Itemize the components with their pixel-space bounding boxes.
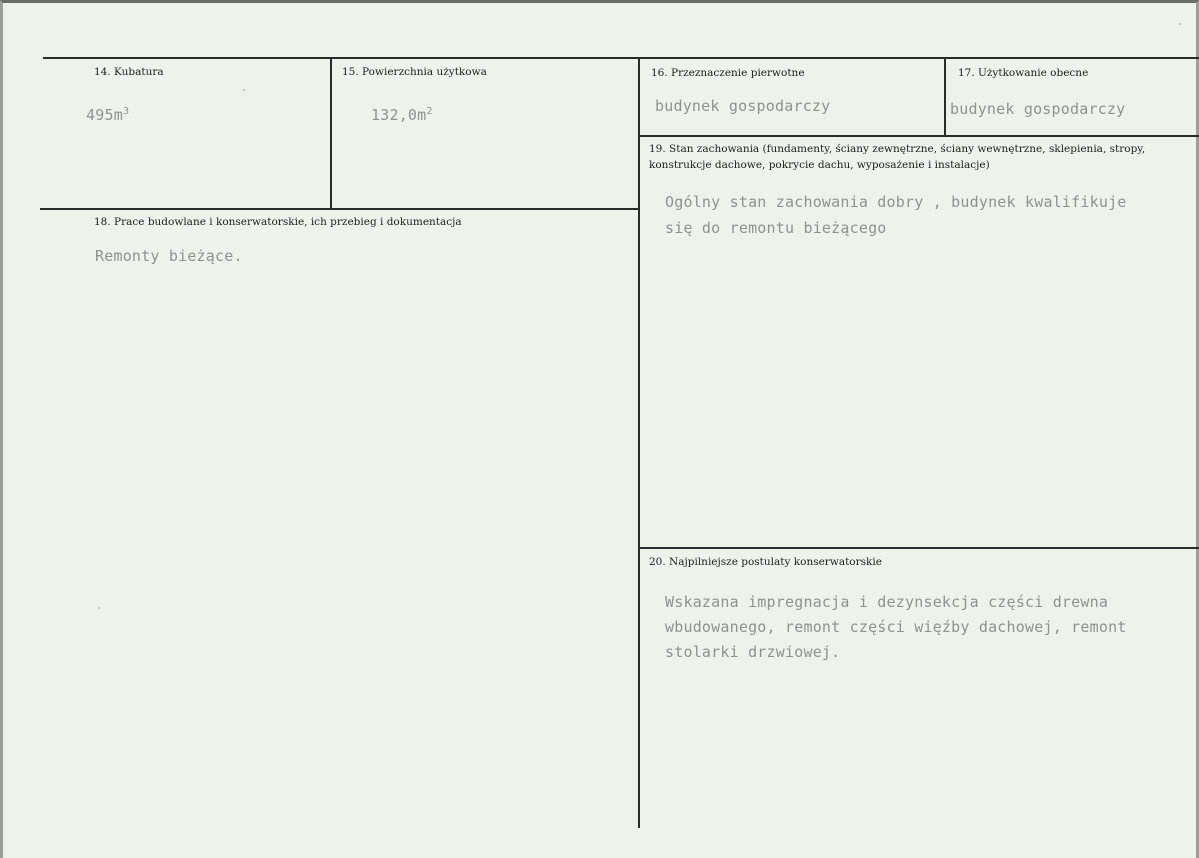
field-19-value-line-1: Ogólny stan zachowania dobry , budynek kwalifikuje [665, 193, 1127, 211]
paper-speck [243, 89, 245, 91]
field-19-value-line-2: się do remontu bieżącego [665, 219, 887, 237]
field-14-label: 14. Kubatura [94, 66, 164, 78]
rule-below-14-15 [40, 208, 638, 210]
rule-below-16-17 [638, 135, 1199, 137]
field-15-label: 15. Powierzchnia użytkowa [342, 66, 487, 78]
rule-below-19 [638, 547, 1199, 549]
field-17-label: 17. Użytkowanie obecne [958, 67, 1089, 79]
top-rule [43, 57, 1199, 59]
field-20-value-line-1: Wskazana impregnacja i dezynsekcja części drewna [665, 593, 1109, 611]
field-18-value: Remonty bieżące. [95, 247, 243, 265]
field-16-label: 16. Przeznaczenie pierwotne [651, 67, 805, 79]
field-19-label: 19. Stan zachowania (fundamenty, ściany zewnętrzne, ściany wewnętrzne, sklepienia, stropy, konstrukcje dachowe, pokrycie dachu, wyposażenie i instalacje) [649, 143, 1146, 171]
field-18-label: 18. Prace budowlane i konserwatorskie, ich przebieg i dokumentacja [94, 216, 462, 228]
divider-16-17 [944, 57, 946, 137]
field-15-value: $132,0m^2$ [371, 106, 433, 124]
center-divider [638, 57, 640, 828]
field-14-value: $495m^3$ [86, 106, 130, 124]
field-16-value: budynek gospodarczy [655, 97, 831, 115]
divider-14-15 [330, 57, 332, 209]
field-20-label: 20. Najpilniejsze postulaty konserwatorskie [649, 556, 882, 568]
paper-speck [1179, 23, 1181, 25]
field-20-value-line-2: wbudowanego, remont części więźby dachowej, remont [665, 618, 1127, 636]
field-17-value: budynek gospodarczy [950, 100, 1126, 118]
paper-speck [98, 607, 100, 609]
field-20-value-line-3: stolarki drzwiowej. [665, 643, 841, 661]
